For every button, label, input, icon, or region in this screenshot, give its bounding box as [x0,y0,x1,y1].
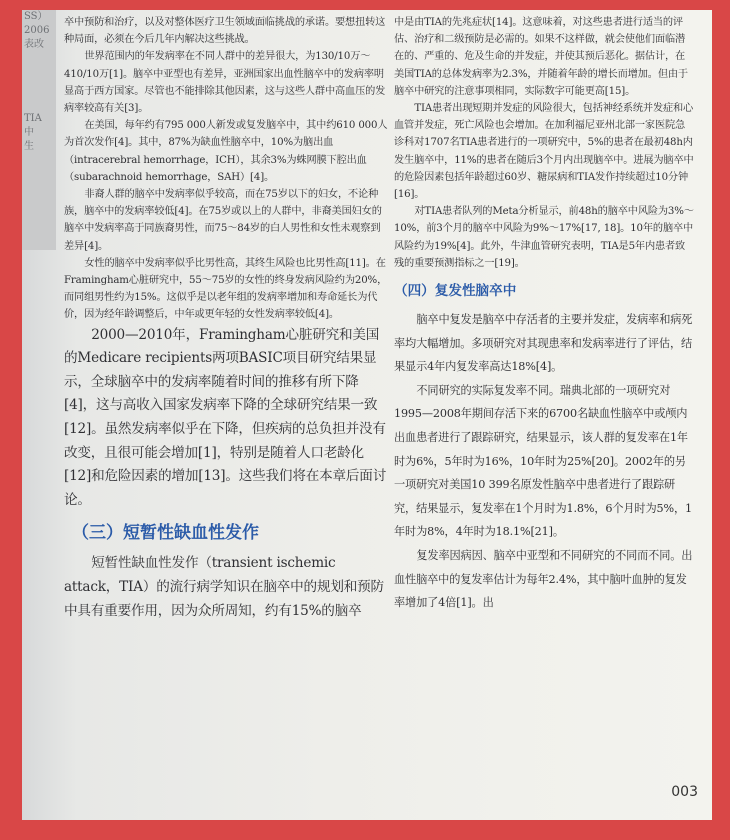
section-heading-tia: （三）短暂性缺血性发作 [72,523,259,544]
previous-page-fragment: SS） [24,11,48,22]
previous-page-fragment: 中 [24,127,34,138]
section-heading-recurrent-stroke: （四）复发性脑卒中 [394,283,517,300]
right-column-upper-text [394,14,694,272]
left-column-tia-text [64,552,389,623]
left-column-upper-text [64,14,389,324]
paragraph: 2000—2010年，Framingham心脏研究和美国的Medicare recipients两项BASIC项目研究结果显示，全球脑卒中的发病率随着时间的推移有所下降[4]，这与高收入国家发病率下降的全球研究结果一致[12]。虽然发病率似乎在下降，但疾病的总负担并没有改变，且很可能会增加[1]，特别是随着人口老龄化[12]和危险因素的增加[13]。这些我们将在本章后面讨论。 [64,326,387,508]
paragraph: 女性的脑卒中发病率似乎比男性高，其终生风险也比男性高[11]。在Framingham心脏研究中，55～75岁的女性的终身发病风险约为20%，而同组男性约为15%。这似乎是以老年组的发病率增加和寿命延长为代价，因为经年龄调整后，中年或更年轻的女性发病率较低[4]。 [64,257,388,321]
paragraph: 中是由TIA的先兆症状[14]。这意味着，对这些患者进行适当的评估、治疗和二级预防是必需的。如果不这样做，就会使他们面临潜在的、严重的、危及生命的并发症，并使其预后恶化。据估计，在美国TIA的总体发病率为2.3%，并随着年龄的增长而增加。但由于脑卒中研究的注意事项相同，实际数字可能更高[15]。 [394,17,688,97]
book-page [22,10,712,820]
paragraph: 对TIA患者队列的Meta分析显示，前48h的脑卒中风险为3%～10%，前3个月的脑卒中风险为9%～17%[17, 18]。10年的脑卒中风险约为19%[4]。此外，牛津血管研究表明，TIA是5年内患者致残的重要预测指标之一[19]。 [394,206,694,269]
paragraph: 短暂性缺血性发作（transient ischemic attack，TIA）的流行病学知识在脑卒中的规划和预防中具有重要作用，因为众所周知，约有15%的脑卒 [64,555,384,619]
previous-page-fragment: 2006 [24,25,50,36]
previous-page-fragment: 生 [24,141,34,152]
paragraph: 在美国，每年约有795 000人新发或复发脑卒中，其中约610 000人为首次发作[4]。其中，87%为缺血性脑卒中，10%为脑出血（intracerebral hemorrhage，ICH），其余3%为蛛网膜下腔出血（subarachnoid hemorrhage，SAH）[4]。 [64,120,388,183]
left-column [64,14,389,623]
paragraph: 脑卒中复发是脑卒中存活者的主要并发症，发病率和病死率均大幅增加。多项研究对其现患率和发病率进行了评估，结果显示4年内复发率高达18%[4]。 [394,313,693,374]
page-number: 003 [671,784,698,800]
paragraph: 世界范围内的年发病率在不同人群中的差异很大，为130/10万～410/10万[1]。脑卒中亚型也有差异，亚洲国家出血性脑卒中的发病率明显高于西方国家。尽管也不能排除其他因素，这与这些人群中高血压的发病率较高有关[3]。 [64,51,386,115]
paragraph: 非裔人群的脑卒中发病率似乎较高，而在75岁以下的妇女，不论种族，脑卒中的发病率较低[4]。在75岁或以上的人群中，非裔美国妇女的脑卒中发病率高于同族裔男性，而75～84岁的白人男性和女性未观察到差异[4]。 [64,189,382,252]
left-column-lower-text [64,324,389,513]
paragraph: 卒中预防和治疗，以及对整体医疗卫生领域面临挑战的承诺。要想扭转这种局面，必须在今后几年内解决这些挑战。 [64,17,386,46]
right-column-lower-text [394,308,694,615]
paragraph: 不同研究的实际复发率不同。瑞典北部的一项研究对1995—2008年期间存活下来的6700名缺血性脑卒中或颅内出血患者进行了跟踪研究，结果显示，该人群的复发率在1年时为6%，5年时为16%，10年时为25%[20]。2002年的另一项研究对美国10 399名原发性脑卒中患者进行了跟踪研究，结果显示，复发率在1个月时为1.8%，6个月时为5%，1年时为8%，4年时为18.1%[21]。 [394,383,692,539]
paragraph: TIA患者出现短期并发症的风险很大，包括神经系统并发症和心血管并发症，死亡风险也会增加。在加利福尼亚州北部一家医院急诊科对1707名TIA患者进行的一项研究中，5%的患者在最初48h内发生脑卒中，11%的患者在随后3个月内出现脑卒中。进展为脑卒中的危险因素包括年龄超过60岁、糖尿病和TIA发作持续超过10分钟[16]。 [394,103,694,201]
paragraph: 复发率因病因、脑卒中亚型和不同研究的不同而不同。出血性脑卒中的复发率估计为每年2.4%，其中脑叶血肿的复发率增加了4倍[1]。出 [394,548,693,610]
right-column [394,14,694,615]
previous-page-fragment: TIA [24,113,42,124]
previous-page-edge [22,10,56,250]
previous-page-fragment: 表改 [24,39,44,50]
